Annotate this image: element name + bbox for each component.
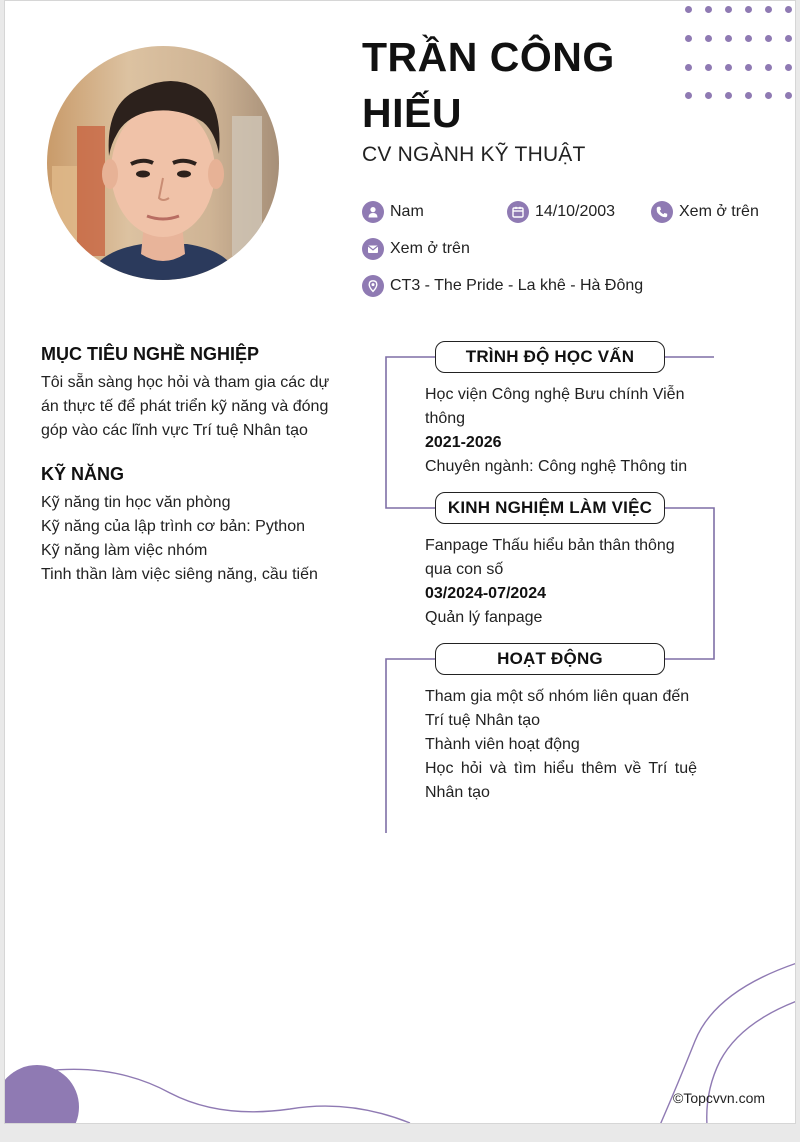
objective-text — [41, 371, 333, 443]
skills-heading: KỸ NĂNG — [41, 464, 125, 484]
cv-title: CV NGÀNH KỸ THUẬT — [362, 143, 586, 166]
experience-content — [425, 534, 697, 630]
location-pin-icon — [362, 275, 384, 297]
list-item: Kỹ năng tin học văn phòng — [41, 494, 231, 511]
education-major: Chuyên ngành: Công nghệ Thông tin — [425, 458, 688, 475]
list-item: Kỹ năng của lập trình cơ bản: Python — [41, 518, 305, 535]
profile-photo — [47, 46, 279, 280]
experience-period: 03/2024-07/2024 — [425, 585, 546, 602]
list-item: Kỹ năng làm việc nhóm — [41, 542, 208, 559]
address-info — [362, 275, 643, 297]
list-item: Học hỏi và tìm hiểu thêm về Trí tuệ Nhân tạo — [425, 760, 697, 801]
calendar-icon — [507, 201, 529, 223]
education-heading: TRÌNH ĐỘ HỌC VẤN — [435, 341, 665, 373]
education-content — [425, 383, 697, 479]
address-value: CT3 - The Pride - La khê - Hà Đông — [390, 277, 644, 294]
birthday-value: 14/10/2003 — [535, 203, 616, 220]
list-item: Thành viên hoạt động — [425, 736, 580, 753]
list-item: Tham gia một số nhóm liên quan đến Trí tuệ Nhân tạo — [425, 688, 690, 729]
email-value: Xem ở trên — [390, 240, 470, 257]
objective-paragraph: Tôi sẵn sàng học hỏi và tham gia các dự án thực tế để phát triển kỹ năng và đóng góp vào các lĩnh vực Trí tuệ Nhân tạo — [41, 374, 330, 439]
skills-list — [41, 491, 333, 587]
education-period: 2021-2026 — [425, 434, 502, 451]
cv-page — [4, 0, 796, 1124]
phone-icon — [651, 201, 673, 223]
experience-place: Fanpage Thấu hiểu bản thân thông qua con số — [425, 537, 675, 578]
objective-heading: MỤC TIÊU NGHỀ NGHIỆP — [41, 344, 260, 364]
experience-heading: KINH NGHIỆM LÀM VIỆC — [435, 492, 665, 524]
activities-heading: HOẠT ĐỘNG — [435, 643, 665, 675]
experience-role: Quản lý fanpage — [425, 609, 543, 626]
phone-value: Xem ở trên — [679, 203, 759, 220]
phone-info — [651, 201, 759, 223]
activities-content — [425, 685, 697, 805]
dot-grid-decoration — [685, 6, 796, 106]
gender-info — [362, 201, 424, 223]
birthday-info — [507, 201, 615, 223]
email-info — [362, 238, 470, 260]
person-icon — [362, 201, 384, 223]
footer-credit: ©Topcvvn.com — [673, 1090, 766, 1106]
candidate-name: TRẦN CÔNG HIẾU — [362, 34, 615, 136]
gender-value: Nam — [390, 203, 424, 220]
education-school: Học viện Công nghệ Bưu chính Viễn thông — [425, 386, 685, 427]
envelope-icon — [362, 238, 384, 260]
list-item: Tinh thần làm việc siêng năng, cầu tiến — [41, 566, 318, 583]
